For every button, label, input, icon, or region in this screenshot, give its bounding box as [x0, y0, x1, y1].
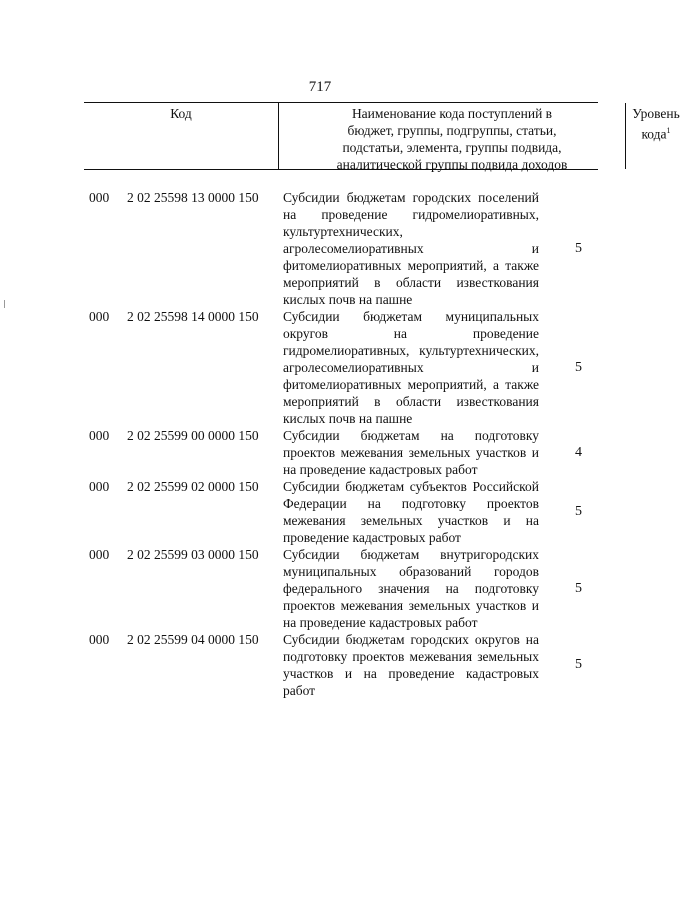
margin-mark — [4, 300, 5, 308]
row-name: Субсидии бюджетам городских округов на подготовку проектов межевания земельных участков и на проведение кадастровых работ — [283, 632, 539, 698]
table-row — [0, 189, 640, 308]
row-level: 5 — [575, 504, 582, 519]
row-prefix: 000 — [89, 547, 110, 562]
row-prefix: 000 — [89, 632, 110, 647]
row-code: 2 02 25599 02 0000 150 — [127, 479, 259, 494]
row-code: 2 02 25598 13 0000 150 — [127, 190, 259, 205]
row-prefix: 000 — [89, 428, 110, 443]
row-level: 5 — [575, 657, 582, 672]
header-level-label: Уровень кода — [632, 106, 680, 142]
table-row — [0, 308, 640, 427]
row-prefix: 000 — [89, 190, 110, 205]
row-code: 2 02 25599 04 0000 150 — [127, 632, 259, 647]
row-level: 5 — [575, 359, 582, 375]
row-name: Субсидии бюджетам внутригородских муниципальных образований городов федерального значения на подготовку проектов межевания земельных участков и на проведение кадастровых работ — [283, 547, 539, 630]
row-name: Субсидии бюджетам субъектов Российской Федерации на подготовку проектов межевания земельных участков и на проведение кадастровых работ — [283, 479, 539, 545]
row-name: Субсидии бюджетам муниципальных округов на проведение гидромелиоративных, культуртехнических, агролесомелиоративных и фитомелиоративных мероприятий, а также мероприятий в области известкования кислых почв на пашне — [283, 309, 539, 426]
table-header — [84, 102, 680, 172]
table-row — [0, 478, 640, 546]
row-level: 4 — [575, 444, 582, 460]
row-level: 5 — [575, 240, 582, 256]
table-body — [0, 189, 640, 699]
row-level: 5 — [575, 580, 582, 596]
row-code: 2 02 25598 14 0000 150 — [127, 309, 259, 324]
table-row — [0, 546, 640, 631]
table-row — [0, 631, 640, 699]
row-name: Субсидии бюджетам городских поселений на проведение гидромелиоративных, культуртехнических, агролесомелиоративных и фитомелиоративных мероприятий, а также мероприятий в области известкования кислых почв на пашне — [283, 190, 539, 307]
table-row — [0, 427, 640, 478]
page-number: 717 — [308, 79, 332, 95]
header-level-footnote: 1 — [666, 126, 671, 135]
row-code: 2 02 25599 00 0000 150 — [127, 428, 259, 443]
row-code: 2 02 25599 03 0000 150 — [127, 547, 259, 562]
row-name: Субсидии бюджетам на подготовку проектов межевания земельных участков и на проведение кадастровых работ — [283, 428, 539, 477]
row-prefix: 000 — [89, 479, 110, 494]
header-name: Наименование кода поступлений в бюджет, группы, подгруппы, статьи, подстатьи, элемента, группы подвида, аналитической группы подвида доходов — [279, 103, 626, 169]
header-code: Код — [84, 103, 279, 169]
header-level — [626, 103, 686, 169]
row-prefix: 000 — [89, 309, 110, 324]
